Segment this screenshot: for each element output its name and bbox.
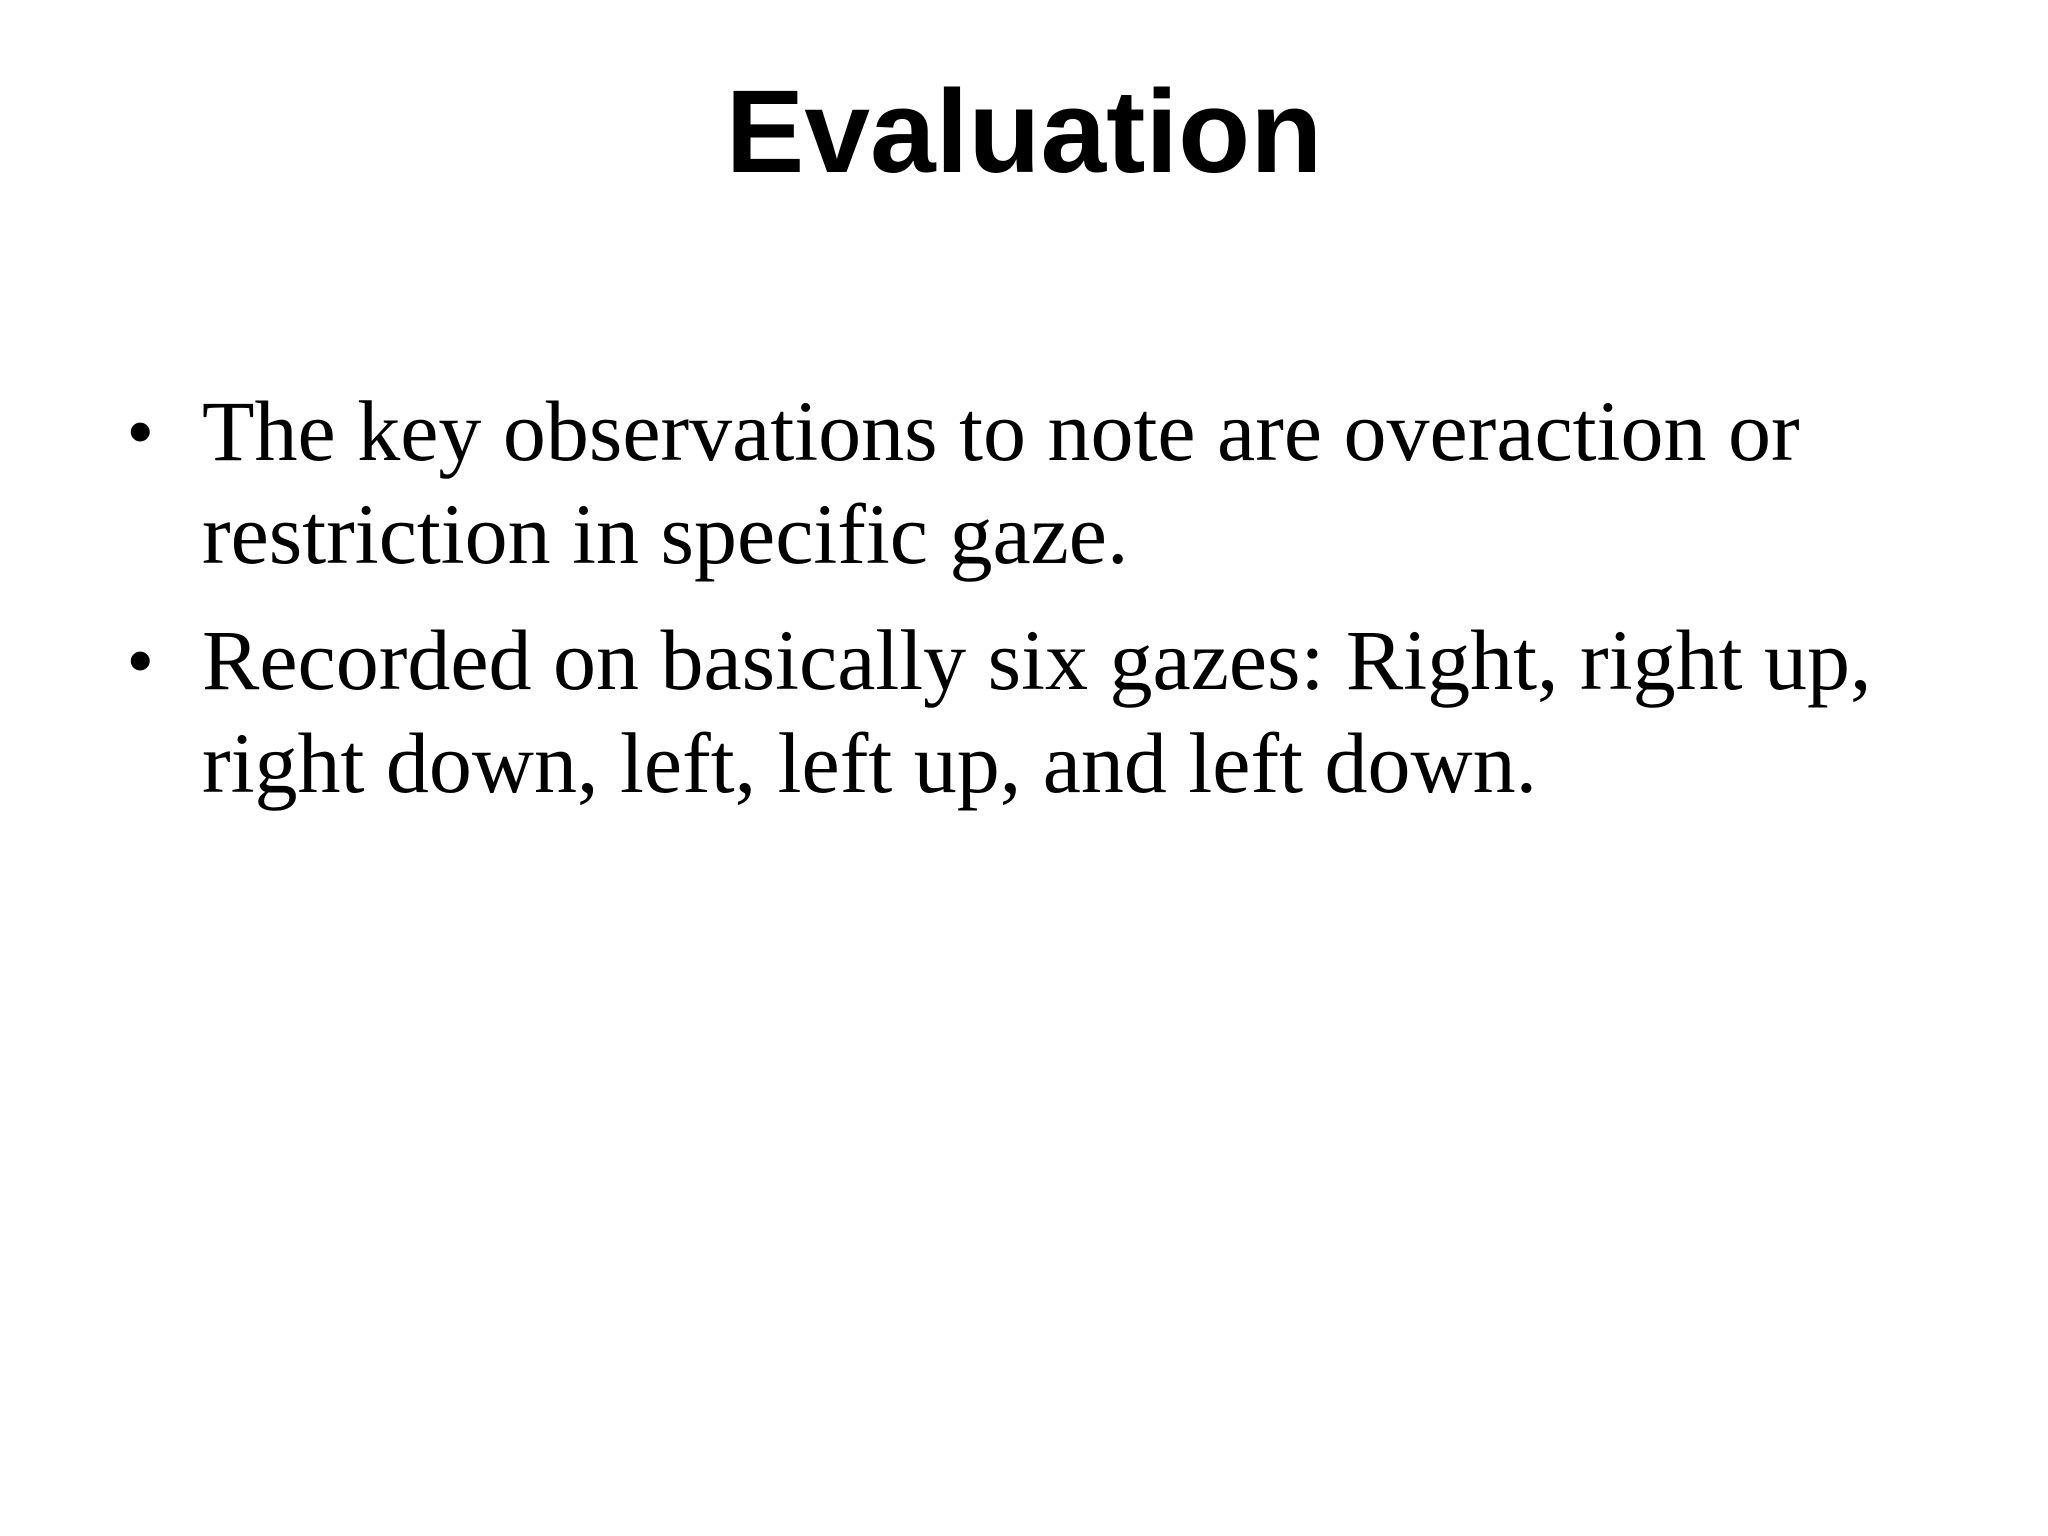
bullet-icon: • bbox=[128, 621, 153, 699]
bullet-item bbox=[120, 380, 1960, 586]
bullet-text: The key observations to note are overaction or restriction in specific gaze. bbox=[202, 383, 1800, 582]
bullet-item bbox=[120, 609, 1960, 815]
slide-title: Evaluation bbox=[725, 66, 1323, 198]
bullet-text: Recorded on basically six gazes: Right, right up, right down, left, left up, and left down. bbox=[202, 612, 1872, 811]
bullet-icon: • bbox=[128, 392, 153, 470]
bullet-list bbox=[120, 380, 1960, 838]
